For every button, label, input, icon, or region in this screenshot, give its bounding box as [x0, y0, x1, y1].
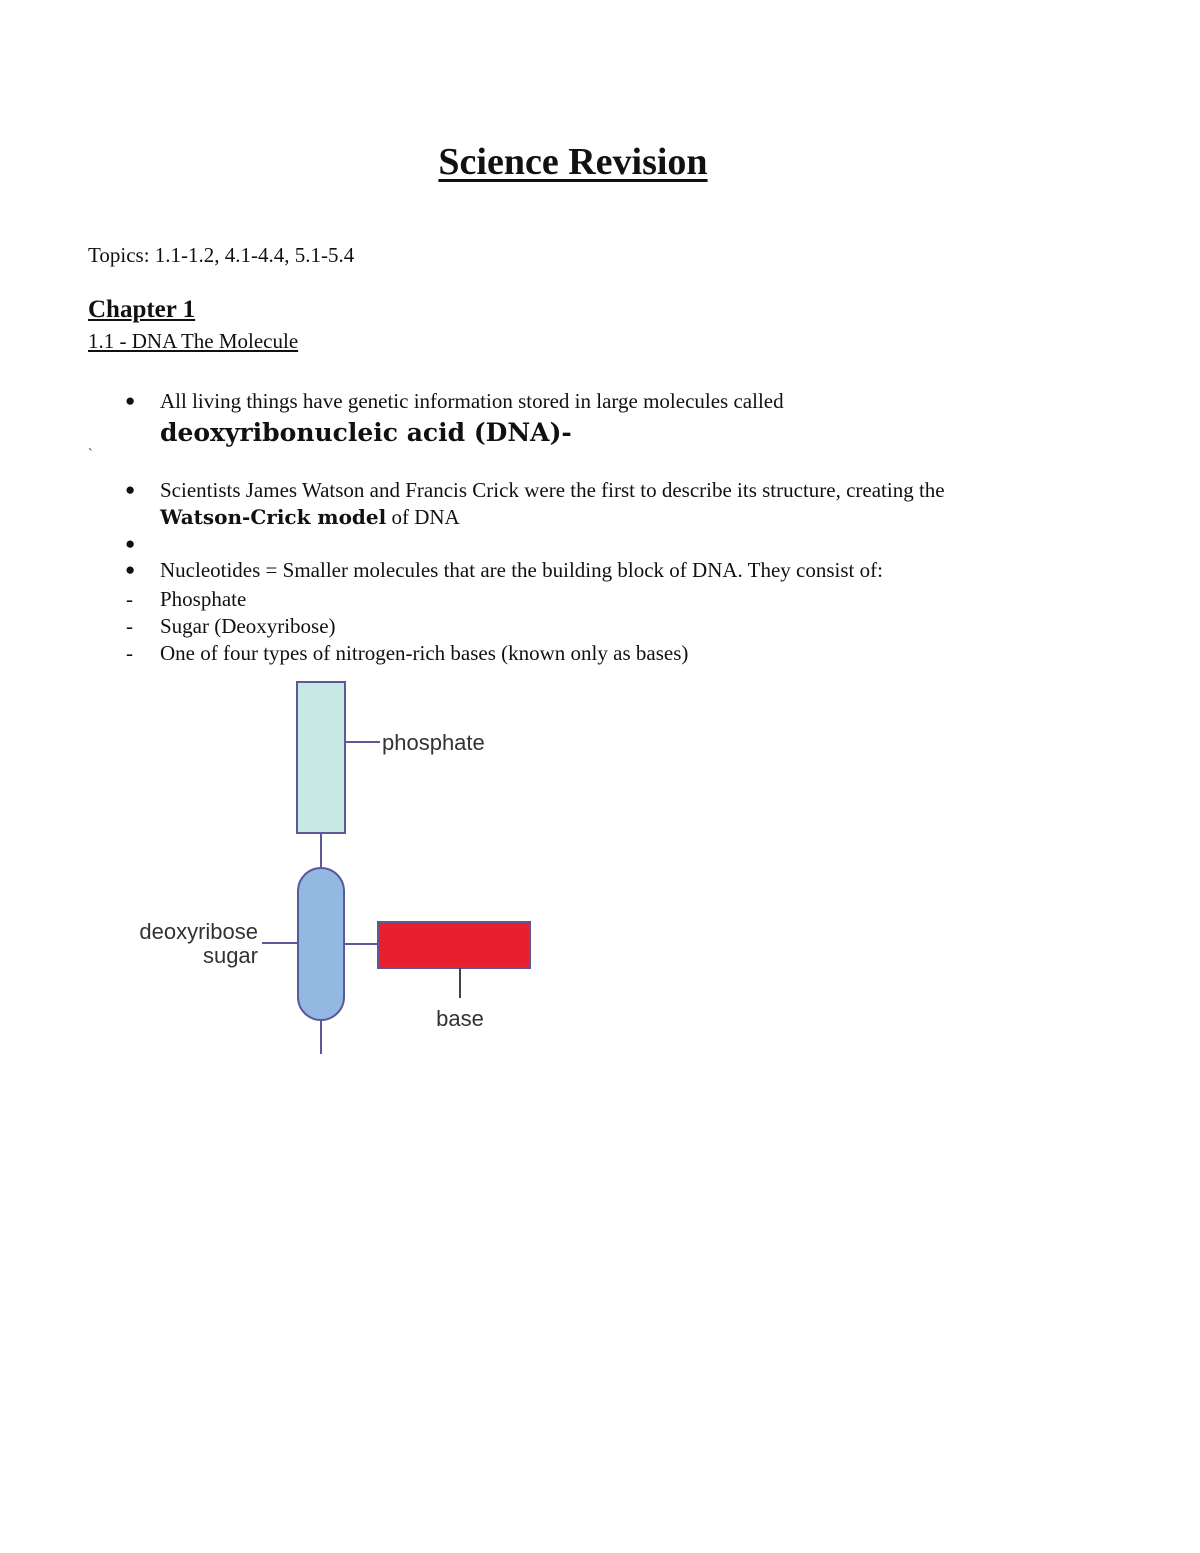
bullet-text: Nucleotides = Smaller molecules that are the building block of DNA. They consist of:	[160, 558, 883, 582]
bullet-text: All living things have genetic information stored in large molecules called	[160, 389, 784, 413]
bullet-dot-empty: ●	[125, 534, 136, 553]
base-shape	[378, 922, 530, 968]
dash-mark: -	[126, 641, 133, 665]
bold-term: Watson-Crick model	[160, 505, 387, 529]
phosphate-label: phosphate	[382, 730, 485, 755]
bullet-dot: ●	[125, 391, 136, 410]
page-title: Science Revision	[438, 141, 708, 183]
sugar-shape	[298, 868, 344, 1020]
bullet-dot: ●	[125, 480, 136, 499]
list-item: Sugar (Deoxyribose)	[160, 614, 336, 638]
bullet-dot: ●	[125, 560, 136, 579]
chapter-heading: Chapter 1	[88, 296, 196, 323]
sugar-label-line1: deoxyribose	[139, 919, 258, 944]
bullet-continuation	[160, 504, 460, 530]
dash-mark: -	[126, 614, 133, 638]
topics-line: Topics: 1.1-1.2, 4.1-4.4, 5.1-5.4	[88, 243, 355, 267]
dna-term: deoxyribonucleic acid (DNA)-	[160, 418, 572, 447]
section-heading: 1.1 - DNA The Molecule	[88, 329, 299, 353]
sugar-label-line2: sugar	[202, 943, 258, 968]
list-item: One of four types of nitrogen-rich bases (known only as bases)	[160, 641, 689, 665]
bullet-tail: of DNA	[386, 505, 460, 529]
list-item: Phosphate	[160, 587, 247, 611]
nucleotide-diagram	[110, 672, 550, 1062]
phosphate-shape	[297, 682, 345, 833]
bullet-text: Scientists James Watson and Francis Crick were the first to describe its structure, creating the	[160, 478, 945, 502]
dash-mark: -	[126, 587, 133, 611]
stray-mark: `	[88, 447, 93, 462]
base-label: base	[436, 1006, 484, 1031]
